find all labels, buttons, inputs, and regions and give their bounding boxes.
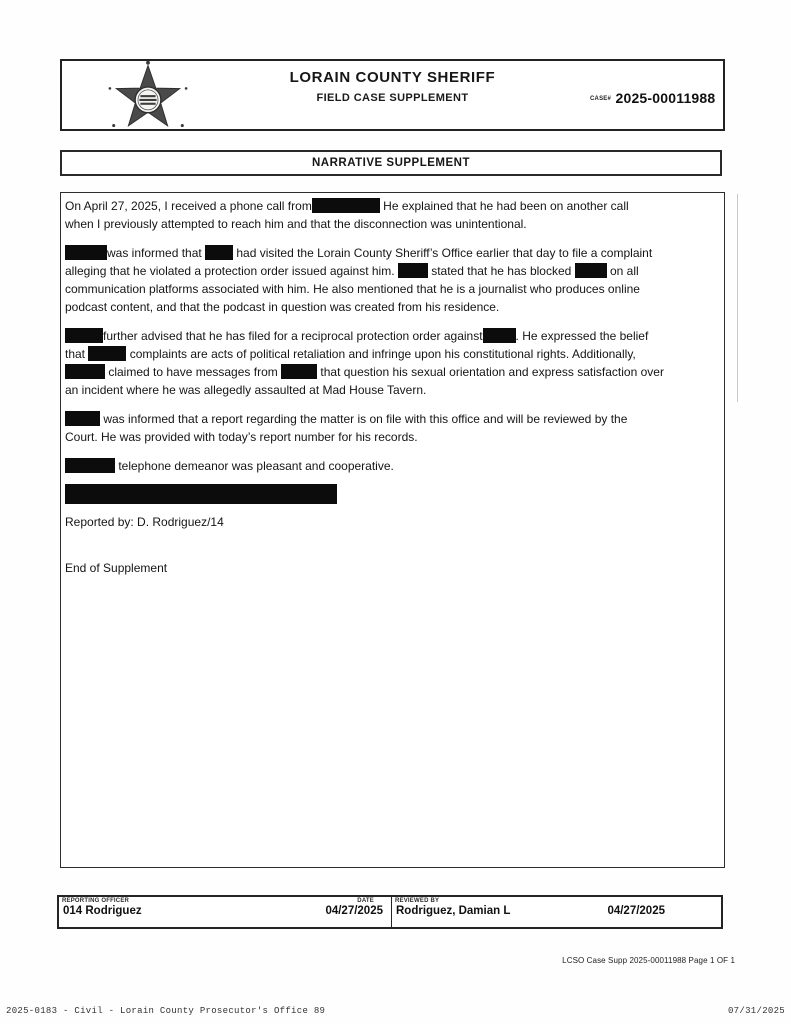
redaction-bar (205, 245, 233, 260)
narrative-text: on all (606, 264, 639, 278)
narrative-text: when I previously attempted to reach him and that the disconnection was unintentional. (65, 217, 527, 231)
end-of-supplement-line: End of Supplement (65, 561, 168, 575)
redaction-bar (281, 364, 317, 379)
narrative-text: On April 27, 2025, I received a phone call from (65, 199, 312, 213)
narrative-text: claimed to have messages from (105, 365, 282, 379)
narrative-text: had visited the Lorain County Sheriff’s Office earlier that day to file a complaint (233, 246, 653, 260)
redaction-bar (65, 411, 100, 426)
narrative-paragraph (65, 457, 718, 475)
agency-title: LORAIN COUNTY SHERIFF (289, 69, 496, 86)
reporting-officer-cell (59, 897, 392, 927)
narrative-text: stated that he has blocked (427, 264, 575, 278)
narrative-text: Court. He was provided with today’s report number for his records. (65, 430, 418, 444)
narrative-box (60, 192, 725, 868)
reviewed-by-label: REVIEWED BY (395, 898, 440, 904)
narrative-text: further advised that he has filed for a reciprocal protection order against (103, 329, 483, 343)
redaction-bar (65, 245, 107, 260)
redaction-bar (575, 263, 607, 278)
reviewed-date-value: 04/27/2025 (607, 905, 665, 917)
redaction-bar (65, 328, 103, 343)
case-number-block (590, 90, 715, 108)
reported-by-line: Reported by: D. Rodriguez/14 (65, 515, 224, 529)
narrative-text: was informed that (107, 246, 206, 260)
narrative-text: alleging that he violated a protection order issued against him. (65, 264, 398, 278)
scan-edge-artifact (737, 194, 738, 402)
form-header (60, 59, 725, 131)
narrative-paragraph (65, 197, 718, 233)
narrative-text: that (65, 347, 89, 361)
narrative-paragraph (65, 484, 718, 504)
report-date-value: 04/27/2025 (325, 905, 383, 917)
reporting-officer-value: 014 Rodriguez (63, 905, 142, 917)
narrative-text: complaints are acts of political retaliation and infringe upon his constitutional rights. Additionally, (126, 347, 636, 361)
redaction-bar (312, 198, 380, 213)
redaction-bar (65, 484, 337, 504)
narrative-text: . He expressed the belief (515, 329, 649, 343)
narrative-text: was informed that a report regarding the matter is on file with this office and will be reviewed by the (100, 412, 628, 426)
redaction-bar (398, 263, 428, 278)
date-label: DATE (357, 898, 374, 904)
reporting-officer-label: REPORTING OFFICER (62, 898, 130, 904)
narrative-paragraph (65, 327, 718, 399)
section-title: NARRATIVE SUPPLEMENT (311, 157, 471, 169)
case-number-label: CASE# (590, 96, 612, 102)
narrative-paragraphs (65, 197, 718, 504)
redaction-bar (88, 346, 126, 361)
redaction-bar (483, 328, 516, 343)
form-title: FIELD CASE SUPPLEMENT (316, 92, 469, 104)
scan-footer-left: 2025-0183 - Civil - Lorain County Prosecutor's Office 89 (6, 1006, 326, 1016)
case-number-value: 2025-00011988 (615, 90, 716, 106)
scan-footer (0, 1006, 791, 1016)
narrative-paragraph (65, 244, 718, 316)
narrative-text: telephone demeanor was pleasant and cooperative. (115, 459, 394, 473)
reviewed-by-cell (392, 897, 721, 927)
narrative-text: an incident where he was allegedly assaulted at Mad House Tavern. (65, 383, 427, 397)
reviewed-by-value: Rodriguez, Damian L (396, 905, 511, 917)
redaction-bar (65, 458, 115, 473)
narrative-text: podcast content, and that the podcast in question was created from his residence. (65, 300, 500, 314)
narrative-text: communication platforms associated with him. He also mentioned that he is a journalist who produces online (65, 282, 640, 296)
narrative-paragraph (65, 410, 718, 446)
narrative-text: that question his sexual orientation and express satisfaction over (317, 365, 664, 379)
doc-reference: LCSO Case Supp 2025-00011988 Page 1 OF 1 (562, 956, 735, 965)
redaction-bar (65, 364, 105, 379)
scan-footer-right: 07/31/2025 (727, 1006, 785, 1016)
narrative-text: He explained that he had been on another call (379, 199, 629, 213)
section-title-box (60, 150, 722, 176)
signature-table (57, 895, 723, 929)
